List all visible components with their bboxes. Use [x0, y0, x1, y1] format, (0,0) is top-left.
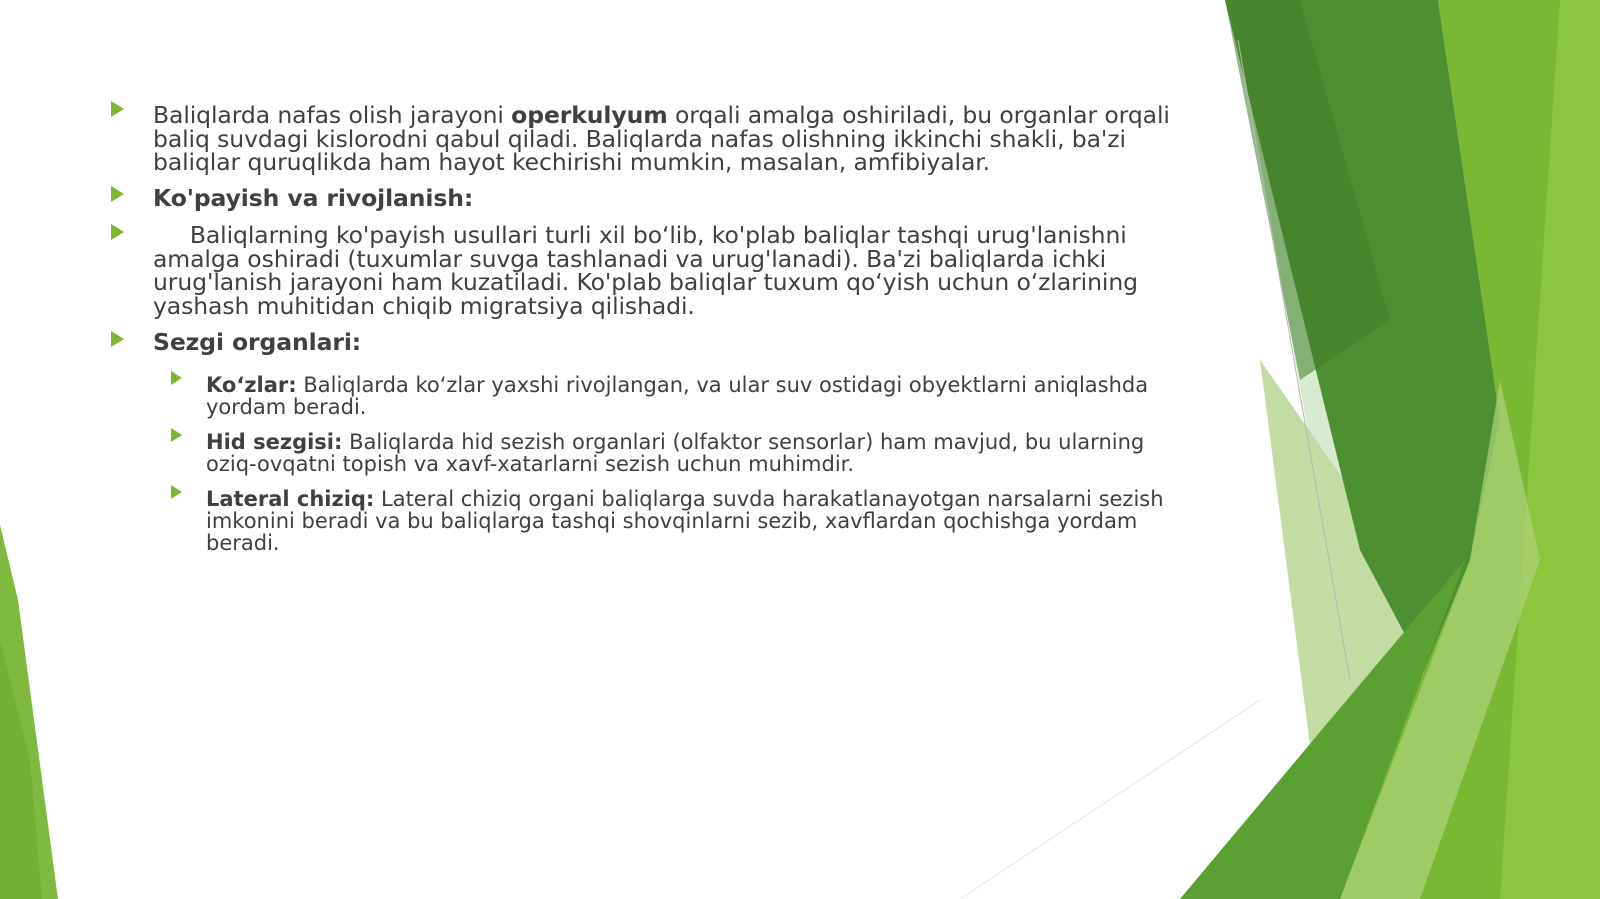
senses-heading: Sezgi organlari:: [153, 328, 362, 356]
operkulyum-term: operkulyum: [511, 101, 668, 129]
sub-item-eyes: [206, 374, 1196, 418]
breathing-text-start: Baliqlarda nafas olish jarayoni: [153, 101, 512, 129]
sub-item-term: Lateral chiziq:: [206, 487, 375, 511]
triangle-right-icon: [111, 224, 124, 240]
triangle-right-icon: [171, 485, 182, 499]
breathing-text-end: orqali amalga oshiriladi, bu organlar orqali baliq suvdagi kislorodni qabul qiladi. Baliqlarda nafas olishning ikkinchi shakli, ba'zi baliqlar quruqlikda ham hayot kechirishi mumkin, masalan, amfibiyalar.: [153, 101, 1170, 176]
sub-item-text: Baliqlarda hid sezish organlari (olfaktor sensorlar) ham mavjud, bu ularning oziq-ovqatni topish va xavf-xatarlarni sezish uchun muhimdir.: [206, 430, 1145, 476]
reproduction-paragraph: Baliqlarning ko'payish usullari turli xil bo‘lib, ko'plab baliqlar tashqi urug'lanishni amalga oshiradi (tuxumlar suvga tashlanadi va urug'lanadi). Ba'zi baliqlarda ichki urug'lanish jarayoni ham kuzatiladi. Ko'plab baliqlar tuxum qo‘yish uchun o‘zlarining yashash muhitidan chiqib migratsiya qilishadi.: [153, 221, 1146, 320]
sub-item-text: Baliqlarda ko‘zlar yaxshi rivojlangan, va ular suv ostidagi obyektlarni aniqlashda yordam beradi.: [206, 373, 1149, 419]
triangle-right-icon: [171, 428, 182, 442]
triangle-right-icon: [111, 331, 124, 347]
triangle-right-icon: [171, 371, 182, 385]
triangle-right-icon: [111, 101, 124, 117]
sub-item-lateral-line: [206, 488, 1196, 554]
reproduction-heading: Ko'payish va rivojlanish:: [153, 184, 474, 212]
sub-item-term: Hid sezgisi:: [206, 430, 343, 454]
triangle-right-icon: [111, 186, 124, 202]
sub-item-term: Ko‘zlar:: [206, 373, 297, 397]
breathing-paragraph: [153, 101, 1193, 176]
sub-item-text: Lateral chiziq organi baliqlarga suvda harakatlanayotgan narsalarni sezish imkonini beradi va bu baliqlarga tashqi shovqinlarni sezib, xavflardan qochishga yordam beradi.: [206, 487, 1164, 555]
sub-item-smell: [206, 431, 1196, 475]
